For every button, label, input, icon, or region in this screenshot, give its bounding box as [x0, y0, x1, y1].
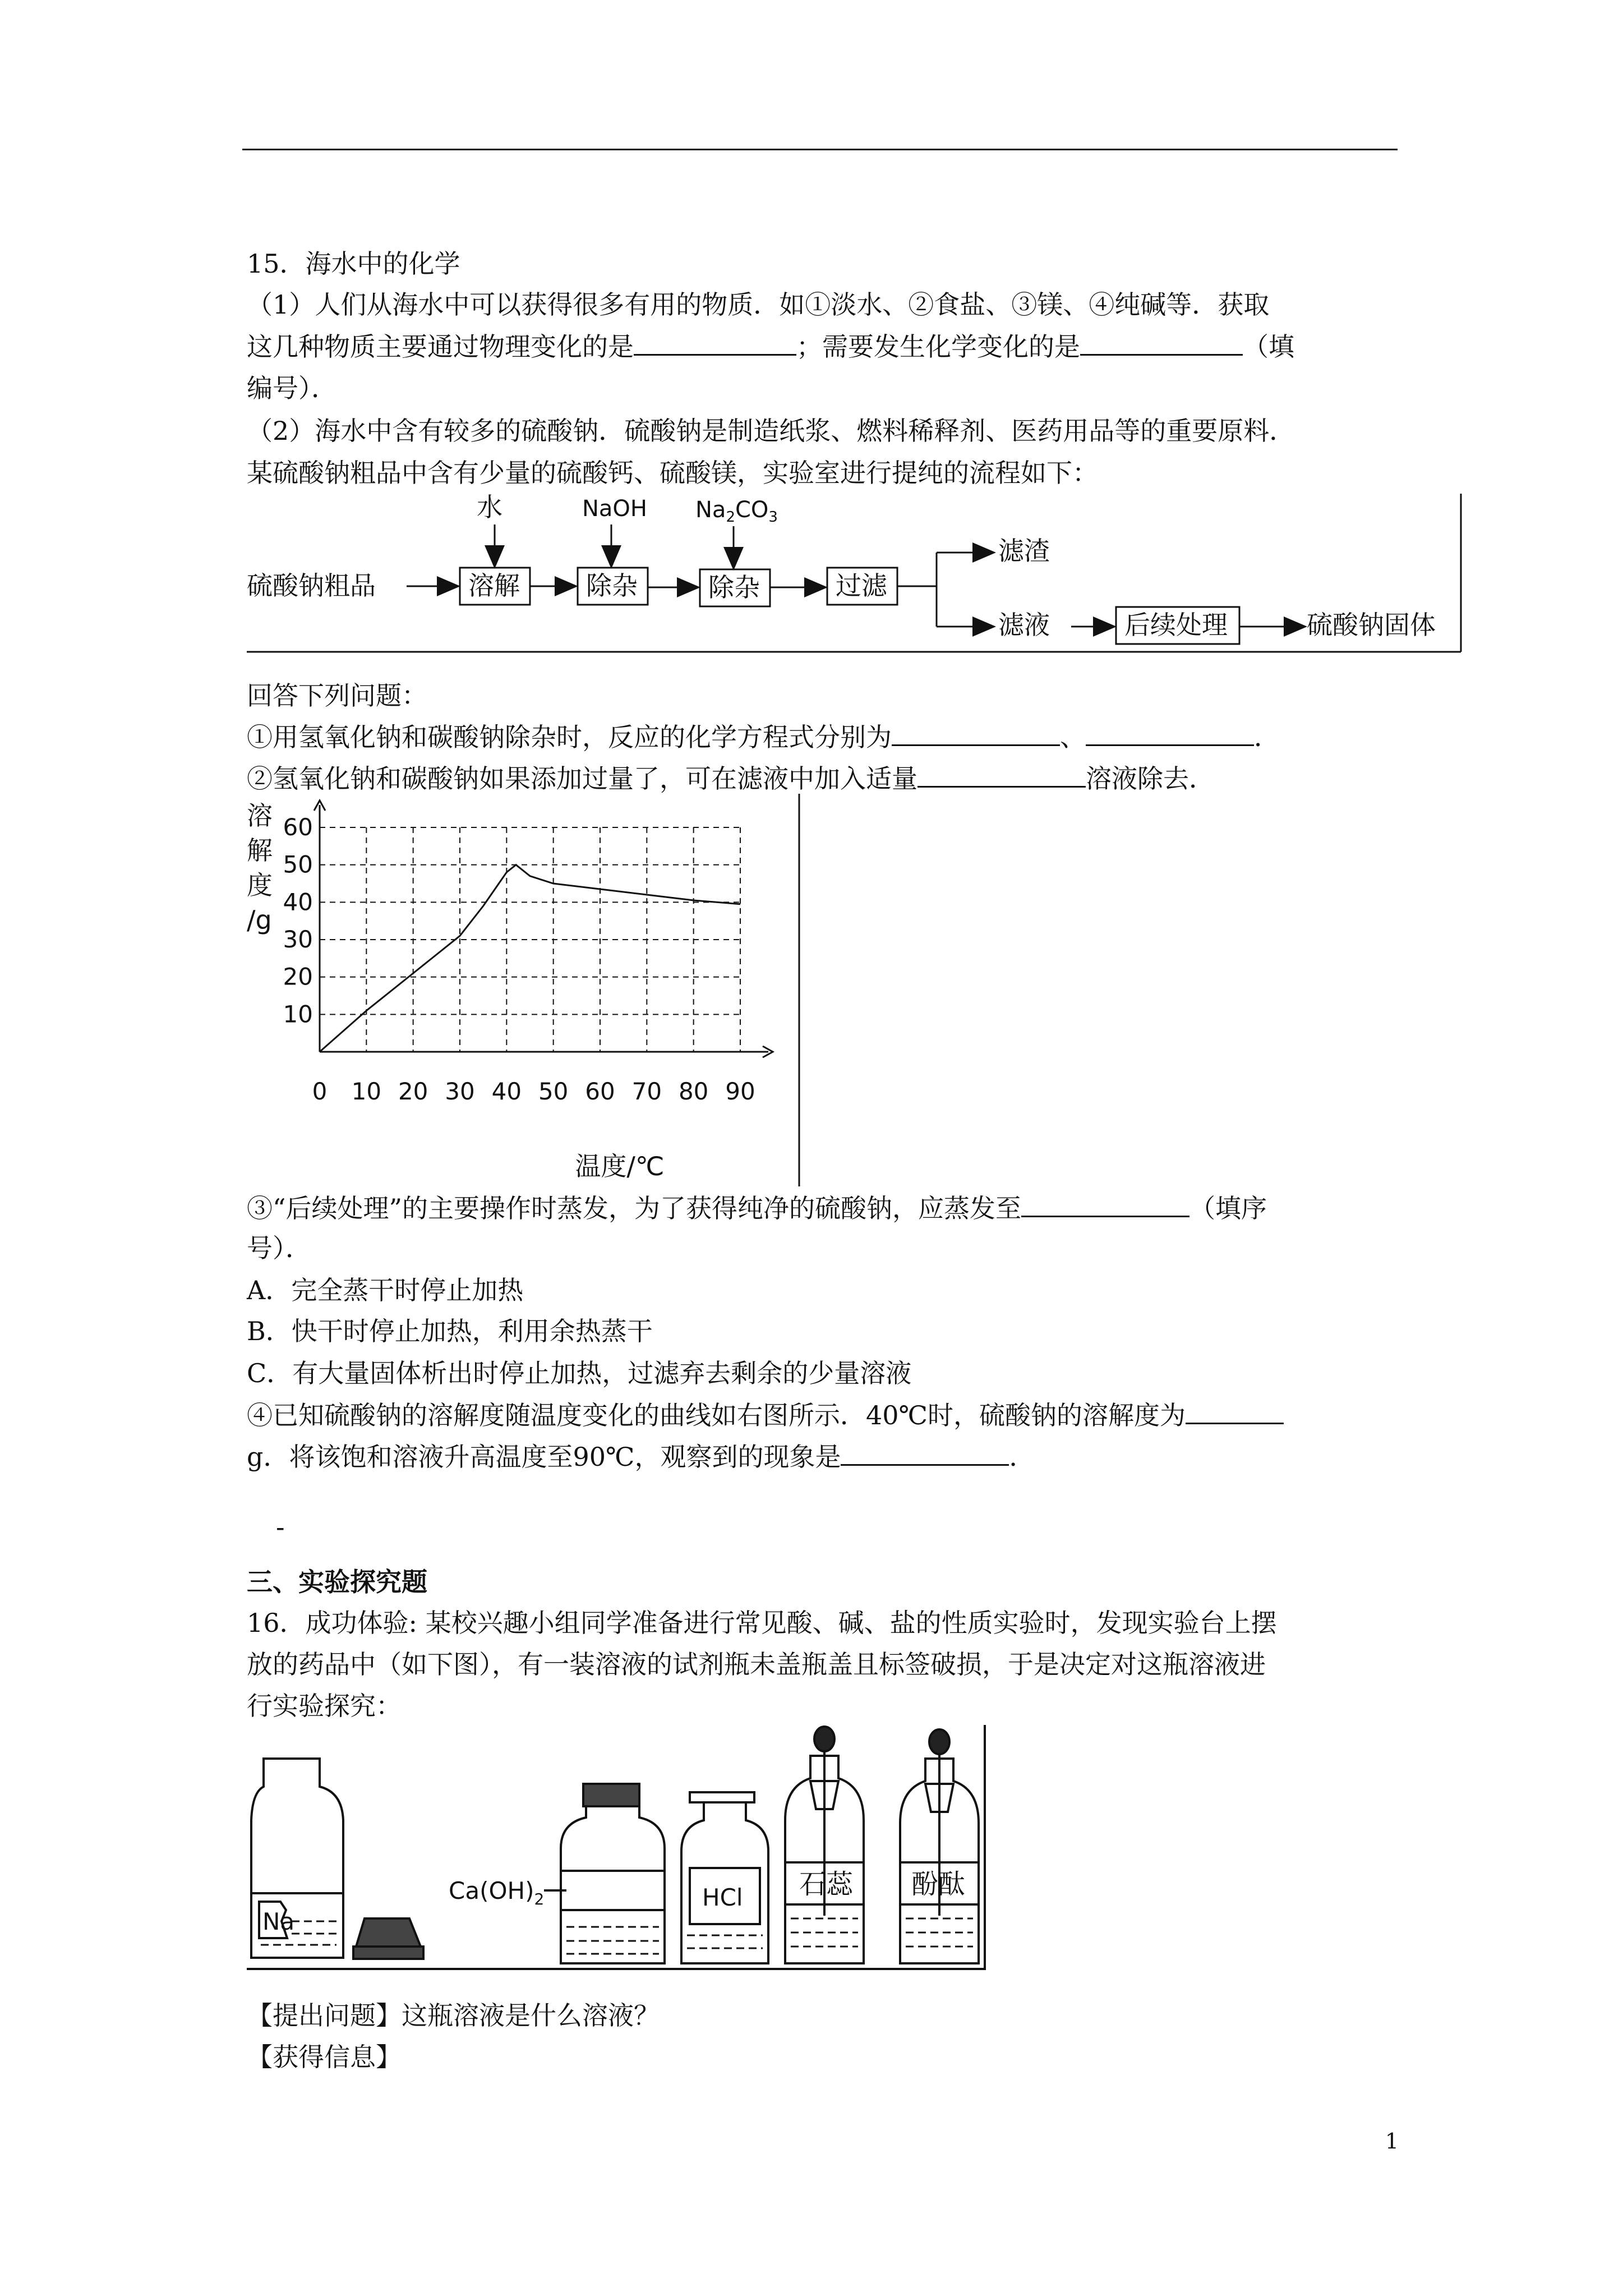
- chart-x-ticks: [312, 1078, 755, 1105]
- x-tick-label: 0: [312, 1078, 328, 1105]
- flow-box-remove2-label: 除杂: [708, 572, 760, 602]
- flow-start-label: 硫酸钠粗品: [247, 570, 376, 601]
- y-tick-label: 20: [283, 963, 313, 991]
- q15-sub2-text: ②氢氧化钠和碳酸钠如果添加过量了，可在滤液中加入适量: [247, 763, 917, 794]
- solubility-chart: [247, 794, 808, 1186]
- chart-xlabel: 温度/℃: [575, 1151, 665, 1181]
- flow-box-remove1-label: 除杂: [586, 570, 638, 601]
- stray-mark: -: [276, 1512, 285, 1542]
- q16-line2: 放的药品中（如下图），有一装溶液的试剂瓶未盖瓶盖且标签破损，于是决定对这瓶溶液进: [247, 1649, 1266, 1680]
- y-tick-label: 10: [283, 1000, 313, 1028]
- q15-sub3-text: ③“后续处理”的主要操作时蒸发，为了获得纯净的硫酸钠，应蒸发至: [247, 1193, 1022, 1223]
- reagent-na2co3-label: $Na_2CO_3$: [695, 497, 778, 526]
- header-rule: [242, 149, 1398, 150]
- option-b: B．快干时停止加热，利用余热蒸干: [247, 1316, 653, 1346]
- flow-residue-label: 滤渣: [998, 536, 1050, 566]
- q15-sub1-end: ．: [1254, 722, 1280, 752]
- q15-sub2: [247, 761, 1215, 795]
- y-tick-label: 40: [283, 888, 313, 916]
- x-tick-label: 40: [491, 1078, 522, 1105]
- y-label-char: 解: [247, 835, 273, 866]
- q16-line3: 行实验探究：: [247, 1691, 402, 1721]
- y-tick-label: 60: [283, 813, 313, 841]
- chart-grid: [320, 827, 740, 1052]
- flow-end-label: 硫酸钠固体: [1307, 610, 1436, 640]
- section-heading: 三、实验探究题: [247, 1567, 427, 1597]
- q15-sub3-tail: （填序: [1189, 1193, 1267, 1223]
- caoh2-label: $Ca(OH)_2$: [449, 1877, 545, 1908]
- page-number: 1: [1385, 2129, 1399, 2154]
- answer-blank-physical[interactable]: [634, 329, 796, 356]
- q15-sub4-end: ．: [1009, 1442, 1035, 1472]
- option-c: C．有大量固体析出时停止加热，过滤弃去剩余的少量溶液: [247, 1358, 912, 1388]
- reagent-water-label: 水: [477, 494, 502, 522]
- hcl-bottle: [681, 1792, 768, 1963]
- y-label-char: 溶: [247, 800, 273, 831]
- chart-axes: [314, 800, 773, 1057]
- solubility-curve: [320, 865, 740, 1052]
- answer-blank-evaporate[interactable]: [1021, 1191, 1189, 1217]
- phenolphthalein-dropper-bottle: [900, 1729, 979, 1963]
- option-a: A．完全蒸干时停止加热: [247, 1275, 524, 1305]
- purification-flow-diagram: [247, 494, 1469, 662]
- q15-part2-line2: 某硫酸钠粗品中含有少量的硫酸钙、硫酸镁，实验室进行提纯的流程如下：: [247, 458, 1098, 488]
- q15-part2-line1: （2）海水中含有较多的硫酸钠．硫酸钠是制造纸浆、燃料稀释剂、医药用品等的重要原料．: [247, 416, 1295, 446]
- q15-part1-text-b: ；需要发生化学变化的是: [796, 332, 1080, 362]
- x-tick-label: 60: [585, 1078, 615, 1105]
- q15-part1-line1: （1）人们从海水中可以获得很多有用的物质．如①淡水、②食盐、③镁、④纯碱等．获取: [247, 289, 1270, 320]
- q15-sub4-line2: [247, 1439, 1035, 1474]
- chart-ylabel: [247, 800, 273, 935]
- q15-sub1-text: ①用氢氧化钠和碳酸钠除杂时，反应的化学方程式分别为: [247, 722, 892, 752]
- answer-blank-equation2[interactable]: [1086, 720, 1254, 746]
- x-tick-label: 50: [538, 1078, 569, 1105]
- q15-sub1-sep: 、: [1060, 722, 1086, 752]
- q15-sub4-text2: g．将该饱和溶液升高温度至90℃，观察到的现象是: [247, 1442, 841, 1472]
- y-tick-label: 50: [283, 850, 313, 878]
- x-tick-label: 30: [445, 1078, 475, 1105]
- y-label-char: /g: [247, 905, 272, 935]
- y-label-char: 度: [247, 870, 273, 900]
- q15-part1-text-a: 这几种物质主要通过物理变化的是: [247, 332, 634, 362]
- get-info-line: 【获得信息】: [247, 2042, 402, 2072]
- answer-blank-phenomenon[interactable]: [841, 1439, 1009, 1466]
- hcl-label: HCl: [702, 1884, 743, 1911]
- ask-question-line: 【提出问题】这瓶溶液是什么溶液？: [247, 2000, 660, 2031]
- caoh2-bottle: [544, 1784, 665, 1963]
- answer-blank-equation1[interactable]: [892, 720, 1060, 746]
- answer-intro: 回答下列问题：: [247, 680, 427, 711]
- q15-title: 15．海水中的化学: [247, 249, 460, 279]
- y-tick-label: 30: [283, 926, 313, 953]
- na-label: Na: [262, 1908, 295, 1935]
- x-tick-label: 80: [678, 1078, 709, 1105]
- q15-part1-line2: [247, 329, 1294, 364]
- litmus-dropper-bottle: [785, 1727, 864, 1963]
- phenolphthalein-label: 酚酞: [911, 1869, 966, 1900]
- q15-sub4-line1: [247, 1398, 1284, 1432]
- q15-sub3-line1: [247, 1191, 1267, 1225]
- x-tick-label: 70: [631, 1078, 662, 1105]
- flow-box-dissolve-label: 溶解: [468, 570, 520, 601]
- bottle-stopper: [353, 1918, 423, 1959]
- answer-blank-solubility[interactable]: [1186, 1398, 1284, 1424]
- answer-blank-chemical[interactable]: [1080, 329, 1243, 356]
- answer-blank-reagent[interactable]: [917, 761, 1086, 788]
- q16-line1: 16．成功体验: 某校兴趣小组同学准备进行常见酸、碱、盐的性质实验时，发现实验台上摆: [247, 1608, 1277, 1638]
- flow-filtrate-label: 滤液: [998, 610, 1050, 640]
- q15-part1-text-c: （填: [1243, 332, 1294, 362]
- q15-sub1: [247, 720, 1280, 754]
- q15-sub4-text: ④已知硫酸钠的溶解度随温度变化的曲线如右图所示．40℃时，硫酸钠的溶解度为: [247, 1400, 1186, 1430]
- litmus-label: 石蕊: [799, 1869, 854, 1900]
- chart-y-ticks: [283, 813, 313, 1028]
- q15-part1-line3: 编号）．: [247, 373, 337, 403]
- reagent-naoh-label: NaOH: [582, 496, 647, 522]
- x-tick-label: 20: [398, 1078, 428, 1105]
- x-tick-label: 90: [725, 1078, 755, 1105]
- q15-sub2-end: 溶液除去．: [1086, 763, 1215, 794]
- q15-sub3-line2: 号）．: [247, 1233, 311, 1263]
- flow-box-post-label: 后续处理: [1124, 610, 1228, 640]
- flow-box-filter-label: 过滤: [836, 570, 887, 601]
- reagent-bottles-figure: [247, 1725, 987, 1983]
- x-tick-label: 10: [351, 1078, 382, 1105]
